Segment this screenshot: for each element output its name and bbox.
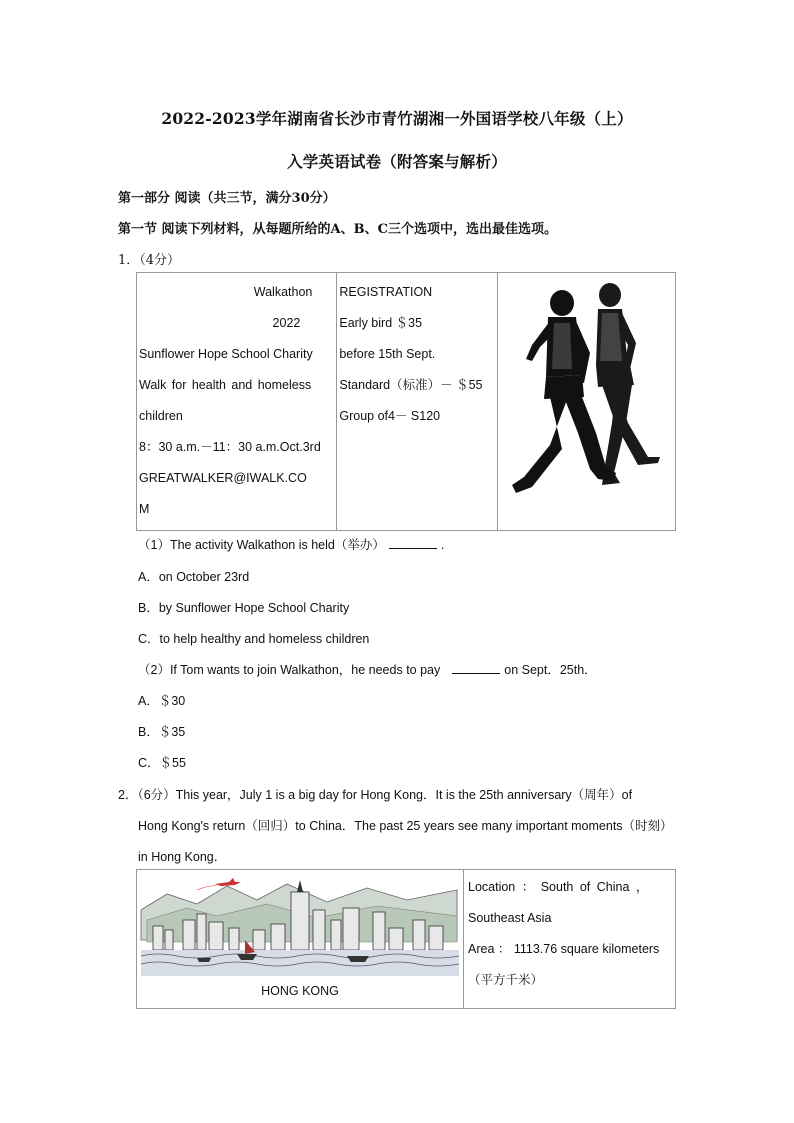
question-1-label: 1．（4分） — [118, 253, 181, 268]
poster-email: GREATWALKER@IWALK.CO — [139, 471, 307, 485]
poster-title: Walkathon — [253, 285, 313, 299]
poster-organizer: Sunflower Hope School Charity — [139, 347, 313, 361]
hong-kong-location-cont: Southeast Asia — [468, 911, 552, 925]
poster-time: 8：30 a.m.－11：30 a.m.Oct.3rd — [139, 440, 321, 454]
q1-sub1-option-a[interactable]: A．on October 23rd — [138, 570, 250, 584]
hong-kong-location: Location ： South of China ， — [468, 880, 649, 894]
poster-image-cell — [497, 273, 675, 531]
hong-kong-caption: HONG KONG — [261, 984, 339, 998]
hong-kong-area: Area ： 1113.76 square kilometers — [468, 942, 660, 956]
document-title-line2: 入学英语试卷（附答案与解析） — [287, 152, 507, 171]
document-title-line1: 2022-2023学年湖南省长沙市青竹湖湘一外国语学校八年级（上） — [161, 109, 633, 128]
part-heading: 第一部分 阅读（共三节，满分30分） — [118, 191, 336, 206]
q1-sub1-option-c[interactable]: C．to help healthy and homeless children — [138, 632, 370, 646]
hong-kong-skyline-illustration — [137, 870, 463, 978]
q1-sub2-stem-text: （2）If Tom wants to join Walkathon，he needs to pay — [138, 663, 441, 677]
hong-kong-info-table — [136, 869, 676, 1009]
q1-sub1-option-b[interactable]: B．by Sunflower Hope School Charity — [138, 601, 350, 615]
hong-kong-area-unit: （平方千米） — [468, 973, 544, 987]
q1-sub1-stem-end: . — [440, 538, 445, 552]
q1-sub2-option-a[interactable]: A．＄30 — [138, 694, 186, 708]
walkathon-poster-table — [136, 272, 676, 531]
q2-line1: 2．（6分）This year，July 1 is a big day for Hong Kong．It is the 25th anniversary（周年）of — [118, 788, 633, 802]
q1-sub1-stem — [138, 535, 444, 553]
poster-email-cont: M — [139, 502, 150, 516]
hong-kong-image-cell — [137, 870, 464, 1009]
early-bird-deadline: before 15th Sept. — [339, 347, 436, 361]
answer-blank[interactable] — [389, 536, 437, 549]
standard-price: Standard（标准）－ ＄55 — [339, 378, 483, 392]
poster-year: 2022 — [272, 316, 301, 330]
answer-blank[interactable] — [452, 661, 500, 674]
q1-sub2-option-c[interactable]: C．＄55 — [138, 756, 186, 770]
q2-line2: Hong Kong's return（回归）to China．The past 25 years see many important moments（时刻） — [138, 819, 673, 833]
section-heading: 第一节 阅读下列材料，从每题所给的A、B、C三个选项中，选出最佳选项。 — [118, 222, 557, 237]
q1-sub2-option-b[interactable]: B．＄35 — [138, 725, 186, 739]
q1-sub1-stem-text: （1）The activity Walkathon is held（举办） — [138, 538, 385, 552]
poster-info-cell — [137, 273, 337, 531]
poster-purpose: Walk for health and homeless — [139, 378, 312, 392]
walkers-illustration — [498, 273, 675, 526]
q2-line3: in Hong Kong． — [138, 850, 227, 864]
registration-heading: REGISTRATION — [339, 285, 433, 299]
q1-sub2-stem-end: on Sept．25th． — [504, 663, 597, 677]
poster-purpose-cont: children — [139, 409, 183, 423]
poster-registration-cell — [337, 273, 498, 531]
q1-sub2-stem — [138, 660, 597, 678]
group-price: Group of4－ S120 — [339, 409, 441, 423]
hong-kong-facts-cell — [464, 870, 676, 1009]
early-bird-price: Early bird ＄35 — [339, 316, 423, 330]
